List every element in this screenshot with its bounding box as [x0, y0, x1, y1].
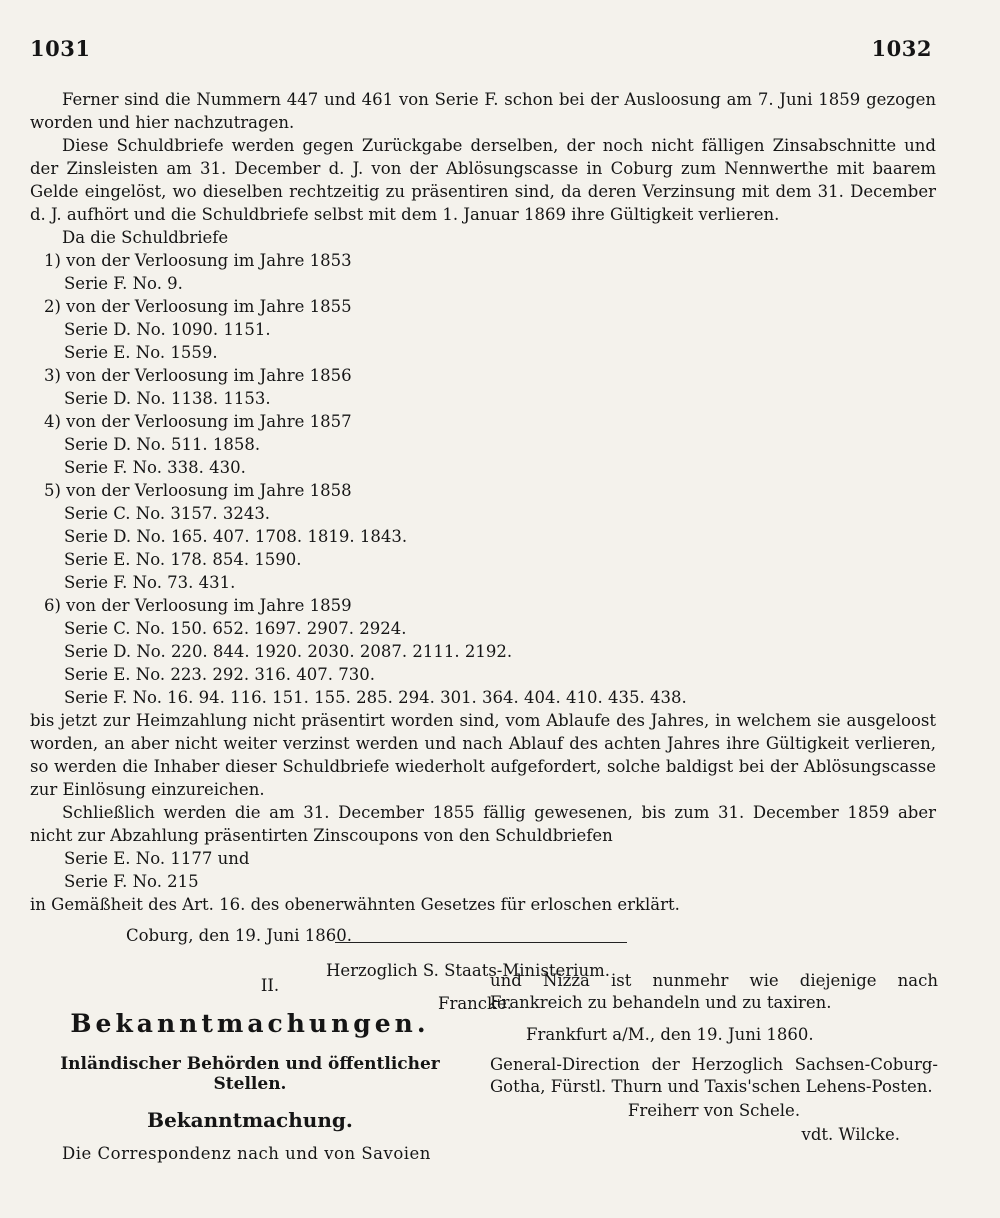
page-number-right: 1032 — [871, 36, 932, 61]
paragraph-drawn-numbers: Ferner sind die Nummern 447 und 461 von Serie F. schon bei der Ausloosung am 7. Juni 1859 gezogen worden und hier nachzutragen. — [30, 90, 936, 132]
serie-entry: Serie F. No. 338. 430. — [64, 458, 246, 477]
serie-entry: Serie D. No. 1090. 1151. — [64, 320, 271, 339]
paragraph-coupons: Schließlich werden die am 31. December 1855 fällig gewesenen, bis zum 31. December 1859 aber nicht zur Abzahlung präsentirten Zinscoupons von den Schuldbriefen — [30, 803, 936, 845]
notice-lead-text: Die Correspondenz nach und von Savoien — [62, 1144, 431, 1163]
signature-ministry: Herzoglich S. Staats-Ministerium. — [326, 961, 611, 980]
place-date-frankfurt: Frankfurt a/M., den 19. Juni 1860. — [526, 1025, 814, 1044]
signatory-name: Freiherr von Schele. — [627, 1101, 801, 1120]
serie-entry: Serie D. No. 165. 407. 1708. 1819. 1843. — [64, 527, 408, 546]
notice-continuation: und Nizza ist nunmehr wie diejenige nach Frankreich zu behandeln und zu taxiren. — [490, 971, 938, 1012]
paragraph-expired: in Gemäßheit des Art. 16. des obenerwähnten Gesetzes für erloschen erklärt. — [30, 895, 680, 914]
verloosung-label: 4) von der Verloosung im Jahre 1857 — [44, 412, 352, 431]
main-text — [30, 88, 936, 1015]
verloosung-label: 3) von der Verloosung im Jahre 1856 — [44, 366, 352, 385]
left-column — [30, 970, 470, 1163]
section-number: II. — [260, 976, 280, 995]
notice-title: Bekanntmachung. — [147, 1108, 353, 1132]
serie-entry: Serie E. No. 223. 292. 316. 407. 730. — [64, 665, 376, 684]
paragraph-intro: Da die Schuldbriefe — [62, 228, 229, 247]
verloosung-label: 2) von der Verloosung im Jahre 1855 — [44, 297, 352, 316]
serie-entry: Serie F. No. 16. 94. 116. 151. 155. 285. 294. 301. 364. 404. 410. 435. 438. — [64, 688, 687, 707]
place-date: Coburg, den 19. Juni 1860. — [126, 926, 352, 945]
post-directorate: General-Direction der Herzoglich Sachsen-Coburg-Gotha, Fürstl. Thurn und Taxis'schen Lehens-Posten. — [490, 1055, 938, 1096]
serie-entry: Serie F. No. 215 — [64, 872, 199, 891]
right-column — [490, 970, 938, 1146]
serie-entry: Serie D. No. 511. 1858. — [64, 435, 261, 454]
paragraph-redemption: Diese Schuldbriefe werden gegen Zurückgabe derselben, der noch nicht fälligen Zinsabschnitte und der Zinsleisten am 31. December d. J. von der Ablösungscasse in Coburg zum Nennwerthe mit baarem Gelde eingelöst, wo dieselben rechtzeitig zu präsentiren sind, da deren Verzinsung mit dem 31. December d. J. aufhört und die Schuldbriefe selbst mit dem 1. Januar 1869 ihre Gültigkeit verlieren. — [30, 136, 936, 224]
serie-entry: Serie E. No. 1559. — [64, 343, 218, 362]
serie-entry: Serie F. No. 9. — [64, 274, 183, 293]
serie-entry: Serie E. No. 1177 und — [64, 849, 250, 868]
verloosung-label: 1) von der Verloosung im Jahre 1853 — [44, 251, 352, 270]
section-subheading: Inländischer Behörden und öffentlicher Stellen. — [60, 1054, 440, 1094]
verloosung-list — [30, 249, 936, 709]
section-heading: Bekanntmachungen. — [70, 1009, 430, 1038]
verloosung-label: 5) von der Verloosung im Jahre 1858 — [44, 481, 352, 500]
verloosung-label: 6) von der Verloosung im Jahre 1859 — [44, 596, 352, 615]
serie-entry: Serie E. No. 178. 854. 1590. — [64, 550, 302, 569]
section-divider — [335, 942, 627, 943]
serie-entry: Serie D. No. 1138. 1153. — [64, 389, 271, 408]
page-number-left: 1031 — [30, 36, 91, 61]
serie-entry: Serie F. No. 73. 431. — [64, 573, 236, 592]
signature-name: Francke. — [438, 994, 513, 1013]
paragraph-validity: bis jetzt zur Heimzahlung nicht präsentirt worden sind, vom Ablaufe des Jahres, in welchem sie ausgeloost worden, an aber nicht weiter verzinst werden und nach Ablauf des achten Jahres ihre Gültigkeit verlieren, so werden die Inhaber dieser Schuldbriefe wiederholt aufgefordert, solche baldigst bei der Ablösungscasse zur Einlösung einzureichen. — [30, 711, 936, 799]
countersign: vdt. Wilcke. — [801, 1125, 900, 1144]
serie-entry: Serie C. No. 150. 652. 1697. 2907. 2924. — [64, 619, 407, 638]
serie-entry: Serie C. No. 3157. 3243. — [64, 504, 271, 523]
serie-entry: Serie D. No. 220. 844. 1920. 2030. 2087. 2111. 2192. — [64, 642, 513, 661]
